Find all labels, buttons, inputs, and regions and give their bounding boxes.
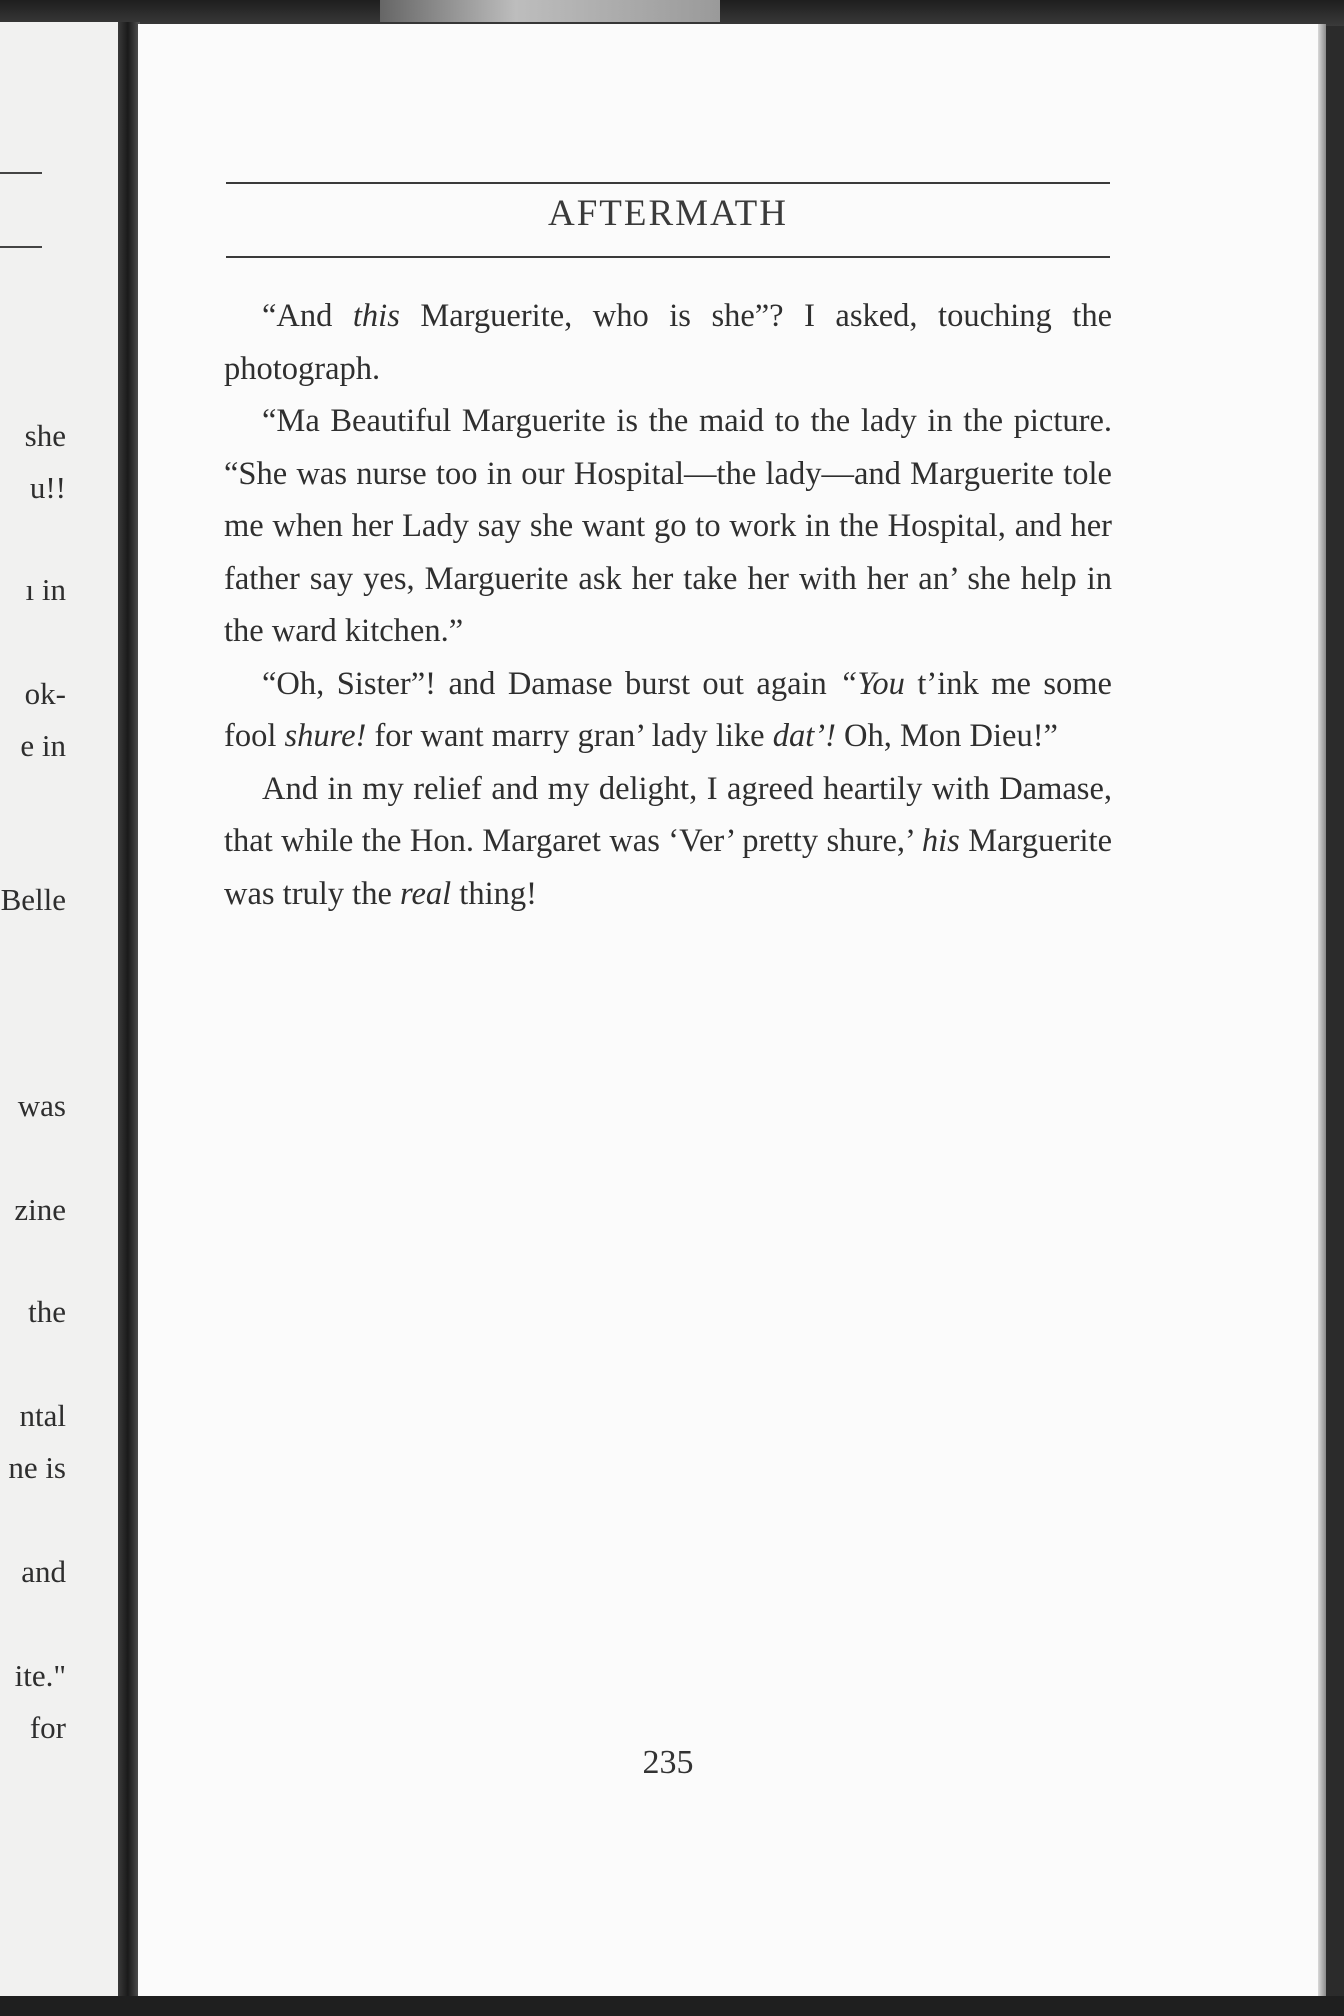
body-text [224,290,1112,920]
text-run: “Oh, Sister”! and Damase burst out again [262,665,840,702]
italic-run: real [400,875,452,912]
paragraph [224,658,1112,763]
italic-run: “You [839,665,905,702]
italic-run: shure! [284,718,367,754]
book-gutter [118,22,140,1996]
previous-page-line-fragment: u!! [29,470,66,505]
previous-page-line-fragment: ı in [25,572,66,607]
text-run: And in my relief and my delight, I agreed heartily with Damase, that while the Hon. Margaret was ‘Ver’ pretty shure,’ [224,770,1112,859]
page-number: 235 [642,1744,694,1781]
scan-top-highlight [380,0,720,22]
previous-page-line-fragment: ok- [24,676,66,711]
running-head: AFTERMATH [547,193,789,234]
previous-page-bottom-rule [0,246,42,248]
scan-top-edge [0,0,1344,26]
previous-page-line-fragment: zine [14,1192,66,1227]
previous-page-line-fragment: for [29,1710,66,1745]
previous-page-line-fragment: the [28,1294,66,1329]
italic-run: his [921,823,960,859]
header-top-rule [226,182,1110,184]
text-run: “Ma Beautiful Marguerite is the maid to the lady in the picture. “She was nurse too in our Hospital—the lady—and Marguerite tole me when her Lady say she want go to work in the Hospital, and her father say yes, Marguerite ask her take her with her an’ she help in the ward kitchen.” [224,403,1112,649]
text-run: Marguerite, who is she”? I asked, touching the photograph. [224,298,1112,387]
previous-page-line-fragment: ntal [19,1398,66,1433]
italic-run: this [352,298,400,334]
previous-page-line-fragment: ite." [14,1658,66,1693]
page-edge [1318,24,1326,1996]
text-run: thing! [451,875,537,912]
text-run: for want marry gran’ lady like [366,718,773,754]
italic-run: dat’! [772,718,836,754]
previous-page-line-fragment: Belle [0,882,66,917]
text-run: Marguerite was truly the [224,823,1112,912]
previous-page-line-fragment: ne is [8,1450,66,1485]
previous-page-line-fragment: she [24,418,66,453]
previous-page-line-fragment: e in [20,728,66,763]
previous-page [0,22,124,1996]
header-bottom-rule [226,256,1110,258]
scan-bottom-edge [0,1996,1344,2016]
previous-page-line-fragment: and [21,1554,66,1589]
previous-page-top-rule [0,172,42,174]
text-run: Oh, Mon Dieu!” [835,718,1058,754]
paragraph [224,763,1112,921]
previous-page-line-fragment: was [17,1088,66,1123]
paragraph [224,395,1112,658]
paragraph [224,290,1112,395]
text-run: “And [262,298,353,334]
text-run: t’ink me some fool [224,665,1112,754]
